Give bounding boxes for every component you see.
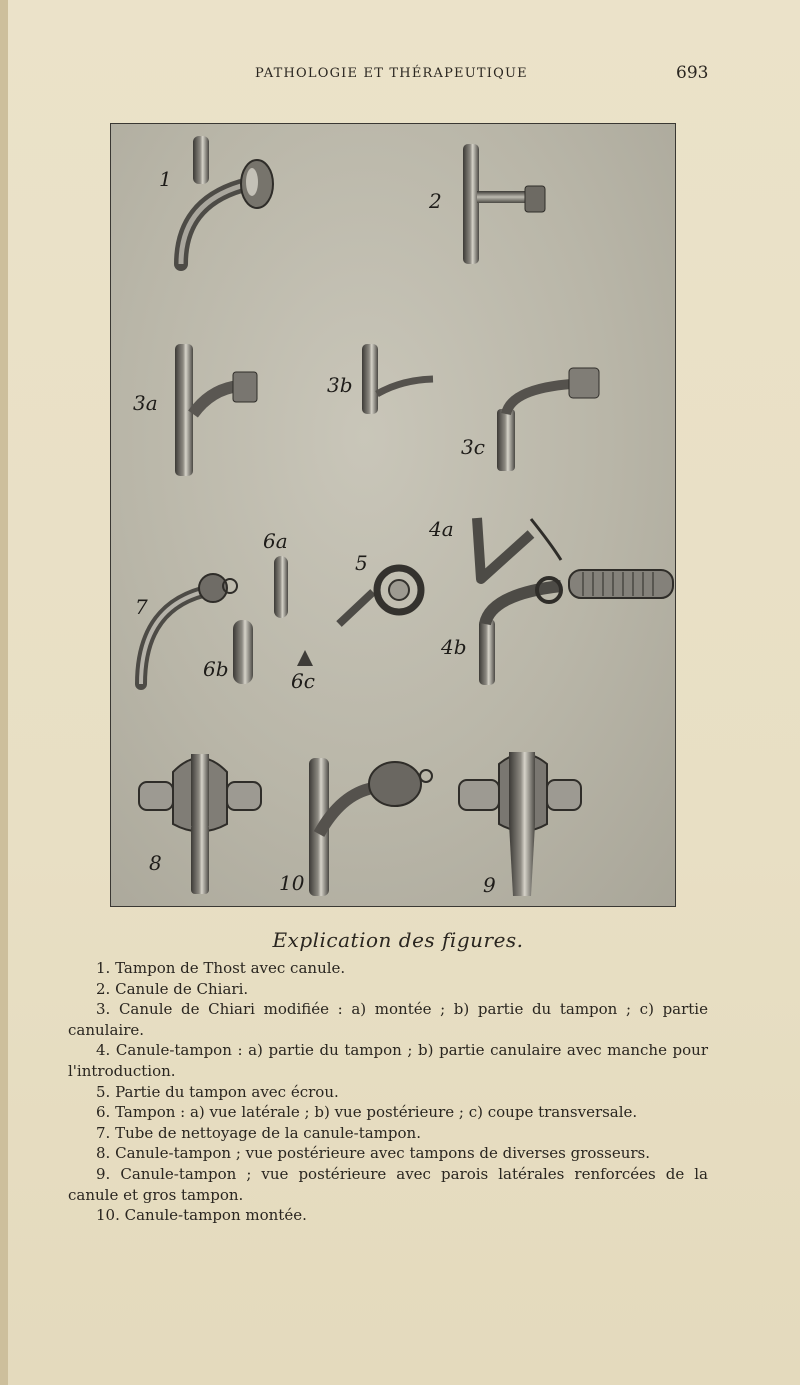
caption-entry: 1. Tampon de Thost avec canule. — [96, 959, 346, 977]
plate-illustration — [111, 124, 675, 906]
running-title: PATHOLOGIE ET THÉRAPEUTIQUE — [255, 66, 528, 81]
page-header — [0, 63, 800, 88]
caption-entry: 7. Tube de nettoyage de la canule-tampon. — [96, 1123, 421, 1142]
label-9: 9 — [483, 873, 496, 897]
caption-entry: 9. Canule-tampon ; vue postérieure avec parois latérales renforcées de la canule et gros tampon. — [68, 1164, 708, 1204]
label-3c: 3c — [461, 435, 485, 459]
caption-title: Explication des figures. — [272, 928, 524, 952]
caption-entry: 5. Partie du tampon avec écrou. — [96, 1082, 339, 1101]
figure-4b-cannula-handle — [479, 570, 673, 685]
page-number: 693 — [676, 63, 709, 83]
figure-3b-cannula — [362, 344, 433, 414]
figure-2-cannula — [463, 144, 545, 264]
figure-5-tampon-nut — [339, 568, 421, 624]
label-6b: 6b — [203, 657, 229, 681]
label-6a: 6a — [263, 529, 288, 553]
label-3a: 3a — [133, 391, 158, 415]
figure-1-cannula — [181, 136, 273, 264]
figure-plate — [110, 123, 676, 907]
label-4b: 4b — [441, 635, 467, 659]
caption-entry: 2. Canule de Chiari. — [96, 979, 249, 998]
label-2: 2 — [429, 189, 442, 213]
figure-6b-tampon — [233, 620, 253, 684]
figure-3a-cannula — [175, 344, 257, 476]
caption-entry: 3. Canule de Chiari modifiée : a) montée ; b) partie du tampon ; c) partie canulaire. — [68, 1000, 708, 1039]
caption-entry: 4. Canule-tampon : a) partie du tampon ; b) partie canulaire avec manche pour l'introduction. — [68, 1041, 708, 1080]
caption-entry: 8. Canule-tampon ; vue postérieure avec tampons de diverses grosseurs. — [96, 1144, 650, 1163]
figure-9-cannula — [459, 752, 581, 896]
page-edge — [0, 0, 8, 1385]
figure-caption — [68, 928, 708, 1226]
figure-6a-tampon — [274, 556, 288, 618]
figure-4a-tampon — [477, 518, 561, 579]
figure-10-cannula-mounted — [309, 758, 432, 896]
label-3b: 3b — [327, 373, 353, 397]
label-10: 10 — [279, 871, 305, 895]
figure-3c-cannula — [497, 368, 599, 471]
label-5: 5 — [355, 551, 368, 575]
label-6c: 6c — [291, 669, 315, 693]
caption-entry: 10. Canule-tampon montée. — [96, 1206, 307, 1225]
label-8: 8 — [149, 851, 162, 875]
label-7: 7 — [135, 595, 148, 619]
label-4a: 4a — [429, 517, 454, 541]
caption-entry: 6. Tampon : a) vue latérale ; b) vue postérieure ; c) coupe transversale. — [96, 1103, 638, 1122]
label-1: 1 — [159, 167, 172, 191]
figure-6c-section — [297, 650, 313, 666]
